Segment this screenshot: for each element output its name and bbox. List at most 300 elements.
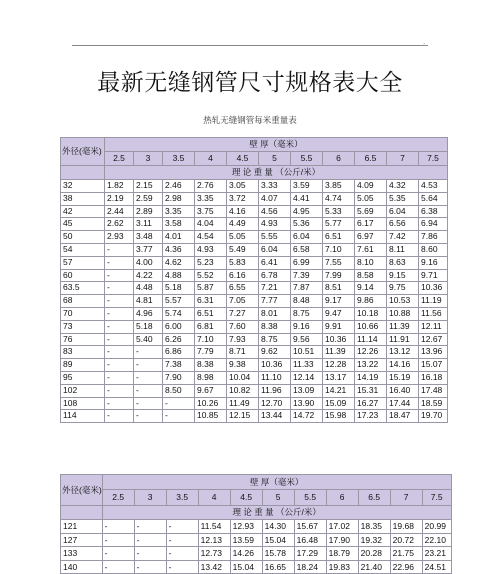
weight-cell: 12.73 xyxy=(198,547,230,561)
weight-cell: 10.26 xyxy=(195,397,227,410)
weight-cell: - xyxy=(134,410,163,423)
weight-cell: 13.90 xyxy=(291,397,323,410)
weight-cell: 12.70 xyxy=(259,397,291,410)
thickness-2-5: 2.5 xyxy=(105,152,134,166)
weight-cell: 4.96 xyxy=(134,307,163,320)
outer-diameter-cell: 102 xyxy=(61,384,105,397)
weight-cell: 5.36 xyxy=(291,218,323,231)
weight-cell: 9.75 xyxy=(387,282,419,295)
weight-cell: 7.93 xyxy=(227,333,259,346)
weight-cell: 10.82 xyxy=(227,384,259,397)
weight-cell: 13.44 xyxy=(259,410,291,423)
table-row xyxy=(61,384,448,397)
table-row xyxy=(61,520,452,534)
weight-cell: 10.04 xyxy=(227,371,259,384)
weight-cell: 17.23 xyxy=(355,410,387,423)
thickness-3-5: 3.5 xyxy=(166,490,198,506)
weight-cell: 12.93 xyxy=(230,520,262,534)
outer-diameter-cell: 45 xyxy=(61,218,105,231)
weight-cell: 6.81 xyxy=(195,320,227,333)
outer-diameter-cell: 127 xyxy=(61,533,103,547)
weight-cell: 8.98 xyxy=(195,371,227,384)
outer-diameter-cell: 63.5 xyxy=(61,282,105,295)
weight-cell: 9.15 xyxy=(387,269,419,282)
weight-cell: 12.26 xyxy=(355,346,387,359)
table-row xyxy=(61,410,448,423)
weight-cell: - xyxy=(134,397,163,410)
weight-cell: 15.09 xyxy=(323,397,355,410)
outer-diameter-cell: 73 xyxy=(61,320,105,333)
weight-cell: 15.07 xyxy=(419,359,448,372)
weight-cell: 16.65 xyxy=(262,560,294,574)
outer-diameter-cell: 133 xyxy=(61,547,103,561)
weight-cell: 17.29 xyxy=(294,547,326,561)
weight-cell: 12.67 xyxy=(419,333,448,346)
weight-table-1 xyxy=(60,137,448,423)
weight-cell: 16.48 xyxy=(294,533,326,547)
weight-cell: 6.00 xyxy=(163,320,195,333)
weight-cell: 10.36 xyxy=(419,282,448,295)
weight-cell: 5.35 xyxy=(387,192,419,205)
weight-cell: 6.16 xyxy=(227,269,259,282)
weight-cell: - xyxy=(105,243,134,256)
outer-diameter-cell: 89 xyxy=(61,359,105,372)
weight-cell: 4.54 xyxy=(195,231,227,244)
table-row xyxy=(61,533,452,547)
weight-cell: 20.72 xyxy=(390,533,422,547)
weight-cell: - xyxy=(134,520,166,534)
weight-cell: 7.77 xyxy=(259,295,291,308)
weight-cell: 7.55 xyxy=(323,256,355,269)
weight-cell: - xyxy=(102,533,134,547)
weight-cell: 8.10 xyxy=(355,256,387,269)
weight-cell: - xyxy=(105,384,134,397)
weight-cell: - xyxy=(166,520,198,534)
wall-thickness-header: 壁 厚（毫米） xyxy=(105,138,448,152)
outer-diameter-cell: 57 xyxy=(61,256,105,269)
weight-cell: 13.09 xyxy=(291,384,323,397)
weight-cell: 14.19 xyxy=(355,371,387,384)
outer-diameter-cell: 76 xyxy=(61,333,105,346)
thickness-row xyxy=(61,152,448,166)
weight-cell: 7.86 xyxy=(419,231,448,244)
weight-cell: 11.91 xyxy=(387,333,419,346)
weight-cell: 8.63 xyxy=(387,256,419,269)
thickness-3: 3 xyxy=(134,490,166,506)
weight-cell: - xyxy=(163,397,195,410)
weight-cell: 4.48 xyxy=(134,282,163,295)
weight-cell: 11.49 xyxy=(227,397,259,410)
weight-cell: 9.56 xyxy=(291,333,323,346)
weight-cell: 18.24 xyxy=(294,560,326,574)
weight-cell: 12.13 xyxy=(198,533,230,547)
weight-cell: 12.14 xyxy=(291,371,323,384)
weight-cell: 13.12 xyxy=(387,346,419,359)
table-row xyxy=(61,218,448,231)
weight-cell: 15.04 xyxy=(230,560,262,574)
weight-cell: - xyxy=(163,410,195,423)
weight-cell: 14.30 xyxy=(262,520,294,534)
weight-cell: 9.71 xyxy=(419,269,448,282)
weight-cell: 12.28 xyxy=(323,359,355,372)
weight-cell: 10.18 xyxy=(355,307,387,320)
weight-cell: 13.17 xyxy=(323,371,355,384)
thickness-6-5: 6.5 xyxy=(355,152,387,166)
weight-cell: 6.55 xyxy=(227,282,259,295)
weight-cell: 14.21 xyxy=(323,384,355,397)
weight-cell: - xyxy=(102,560,134,574)
weight-cell: - xyxy=(105,333,134,346)
weight-cell: 8.58 xyxy=(355,269,387,282)
weight-cell: 5.87 xyxy=(195,282,227,295)
weight-cell: 11.14 xyxy=(355,333,387,346)
weight-cell: 8.75 xyxy=(259,333,291,346)
weight-cell: - xyxy=(105,371,134,384)
weight-cell: 11.56 xyxy=(419,307,448,320)
table-row xyxy=(61,269,448,282)
weight-cell: 5.52 xyxy=(195,269,227,282)
weight-cell: 1.82 xyxy=(105,180,134,193)
weight-cell: 6.51 xyxy=(323,231,355,244)
weight-cell: 18.59 xyxy=(419,397,448,410)
weight-cell: 5.18 xyxy=(163,282,195,295)
table-row xyxy=(61,320,448,333)
thickness-6: 6 xyxy=(323,152,355,166)
weight-cell: 21.40 xyxy=(358,560,390,574)
weight-cell: - xyxy=(134,560,166,574)
weight-cell: 16.27 xyxy=(355,397,387,410)
weight-cell: 15.19 xyxy=(387,371,419,384)
weight-cell: 5.74 xyxy=(163,307,195,320)
weight-cell: 16.40 xyxy=(387,384,419,397)
table-row xyxy=(61,243,448,256)
weight-cell: 3.75 xyxy=(195,205,227,218)
weight-cell: 4.16 xyxy=(227,205,259,218)
table-row xyxy=(61,295,448,308)
weight-cell: 7.39 xyxy=(291,269,323,282)
outer-diameter-cell: 42 xyxy=(61,205,105,218)
thickness-5-5: 5.5 xyxy=(291,152,323,166)
weight-cell: 4.62 xyxy=(163,256,195,269)
weight-cell: 4.32 xyxy=(387,180,419,193)
weight-cell: 6.38 xyxy=(419,205,448,218)
outer-diameter-cell: 95 xyxy=(61,371,105,384)
weight-cell: 4.93 xyxy=(259,218,291,231)
weight-cell: 6.99 xyxy=(291,256,323,269)
weight-cell: 9.67 xyxy=(195,384,227,397)
weight-cell: 9.16 xyxy=(419,256,448,269)
table-row xyxy=(61,231,448,244)
weight-cell: 15.31 xyxy=(355,384,387,397)
weight-cell: 3.35 xyxy=(163,205,195,218)
weight-cell: 4.81 xyxy=(134,295,163,308)
table-row xyxy=(61,371,448,384)
outer-diameter-cell: 54 xyxy=(61,243,105,256)
outer-diameter-cell: 121 xyxy=(61,520,103,534)
table-row xyxy=(61,359,448,372)
weight-cell: - xyxy=(134,346,163,359)
weight-cell: 24.51 xyxy=(422,560,451,574)
weight-cell: 3.48 xyxy=(134,231,163,244)
weight-cell: 2.62 xyxy=(105,218,134,231)
weight-cell: 15.78 xyxy=(262,547,294,561)
weight-cell: 5.55 xyxy=(259,231,291,244)
thickness-7-5: 7.5 xyxy=(419,152,448,166)
weight-cell: 4.36 xyxy=(163,243,195,256)
table-1-body xyxy=(61,180,448,423)
weight-cell: 2.98 xyxy=(163,192,195,205)
thickness-5: 5 xyxy=(262,490,294,506)
weight-cell: 4.93 xyxy=(195,243,227,256)
table-row xyxy=(61,397,448,410)
thickness-6: 6 xyxy=(326,490,358,506)
weight-cell: 5.40 xyxy=(134,333,163,346)
weight-cell: 10.51 xyxy=(291,346,323,359)
weight-cell: 3.58 xyxy=(163,218,195,231)
weight-cell: 12.15 xyxy=(227,410,259,423)
weight-cell: 6.56 xyxy=(387,218,419,231)
table-subtitle: 热轧无缝钢管每米重量表 xyxy=(203,116,297,126)
weight-cell: 4.56 xyxy=(259,205,291,218)
weight-cell: - xyxy=(102,520,134,534)
outer-diameter-cell: 68 xyxy=(61,295,105,308)
weight-cell: 13.59 xyxy=(230,533,262,547)
weight-cell: 7.90 xyxy=(163,371,195,384)
weight-cell: 6.41 xyxy=(259,256,291,269)
weight-cell: 9.62 xyxy=(259,346,291,359)
weight-cell: 15.98 xyxy=(323,410,355,423)
weight-cell: 10.66 xyxy=(355,320,387,333)
outer-diameter-cell: 38 xyxy=(61,192,105,205)
weight-cell: 4.07 xyxy=(259,192,291,205)
weight-cell: 10.36 xyxy=(323,333,355,346)
weight-cell: 3.72 xyxy=(227,192,259,205)
weight-cell: 11.33 xyxy=(291,359,323,372)
weight-cell: - xyxy=(105,320,134,333)
od-header: 外径(毫米) xyxy=(61,475,103,506)
weight-cell: 5.05 xyxy=(355,192,387,205)
table-row xyxy=(61,282,448,295)
weight-cell: 8.01 xyxy=(259,307,291,320)
weight-cell: 22.96 xyxy=(390,560,422,574)
weight-header: 理 论 重 量 （公斤/米） xyxy=(105,166,448,180)
table-row xyxy=(61,307,448,320)
weight-cell: 3.33 xyxy=(259,180,291,193)
weight-cell: - xyxy=(105,256,134,269)
weight-cell: 4.88 xyxy=(163,269,195,282)
weight-cell: 10.85 xyxy=(195,410,227,423)
weight-cell: 7.79 xyxy=(195,346,227,359)
wall-thickness-header: 壁 厚（毫米） xyxy=(102,475,451,490)
weight-cell: 19.83 xyxy=(326,560,358,574)
weight-cell: 14.72 xyxy=(291,410,323,423)
weight-cell: 13.96 xyxy=(419,346,448,359)
weight-cell: - xyxy=(105,346,134,359)
weight-cell: 5.49 xyxy=(227,243,259,256)
weight-cell: 9.91 xyxy=(323,320,355,333)
weight-cell: - xyxy=(105,397,134,410)
outer-diameter-cell: 83 xyxy=(61,346,105,359)
weight-cell: 11.39 xyxy=(387,320,419,333)
weight-cell: 16.18 xyxy=(419,371,448,384)
weight-cell: 6.51 xyxy=(195,307,227,320)
weight-cell: 5.83 xyxy=(227,256,259,269)
thickness-3-5: 3.5 xyxy=(163,152,195,166)
weight-cell: - xyxy=(134,533,166,547)
weight-cell: 9.14 xyxy=(355,282,387,295)
thickness-6-5: 6.5 xyxy=(358,490,390,506)
weight-cell: 19.70 xyxy=(419,410,448,423)
weight-cell: 5.77 xyxy=(323,218,355,231)
weight-cell: - xyxy=(134,384,163,397)
table-row xyxy=(61,346,448,359)
weight-cell: 19.32 xyxy=(358,533,390,547)
weight-cell: - xyxy=(105,269,134,282)
weight-cell: 12.11 xyxy=(419,320,448,333)
weight-cell: 6.97 xyxy=(355,231,387,244)
weight-cell: 5.57 xyxy=(163,295,195,308)
weight-cell: 4.95 xyxy=(291,205,323,218)
outer-diameter-cell: 50 xyxy=(61,231,105,244)
weight-cell: 7.10 xyxy=(195,333,227,346)
weight-cell: 13.22 xyxy=(355,359,387,372)
outer-diameter-cell: 108 xyxy=(61,397,105,410)
weight-cell: 2.44 xyxy=(105,205,134,218)
weight-cell: 17.48 xyxy=(419,384,448,397)
od-header-blank xyxy=(61,506,103,520)
weight-cell: 2.46 xyxy=(163,180,195,193)
weight-cell: 21.75 xyxy=(390,547,422,561)
outer-diameter-cell: 114 xyxy=(61,410,105,423)
document-title: 最新无缝钢管尺寸规格表大全 xyxy=(97,70,403,96)
weight-cell: 9.47 xyxy=(323,307,355,320)
thickness-3: 3 xyxy=(134,152,163,166)
od-header: 外径(毫米) xyxy=(61,138,105,166)
weight-cell: 5.69 xyxy=(355,205,387,218)
weight-cell: 4.09 xyxy=(355,180,387,193)
weight-cell: 11.54 xyxy=(198,520,230,534)
weight-cell: - xyxy=(134,547,166,561)
weight-cell: - xyxy=(166,533,198,547)
weight-cell: 2.59 xyxy=(134,192,163,205)
weight-cell: 10.53 xyxy=(387,295,419,308)
weight-cell: 4.49 xyxy=(227,218,259,231)
table-row xyxy=(61,205,448,218)
weight-cell: - xyxy=(105,307,134,320)
weight-cell: 8.51 xyxy=(323,282,355,295)
weight-cell: 4.41 xyxy=(291,192,323,205)
weight-cell: 3.59 xyxy=(291,180,323,193)
weight-cell: 8.60 xyxy=(419,243,448,256)
weight-cell: 5.64 xyxy=(419,192,448,205)
weight-cell: 23.21 xyxy=(422,547,451,561)
weight-cell: 6.17 xyxy=(355,218,387,231)
weight-cell: - xyxy=(105,359,134,372)
weight-cell: 7.38 xyxy=(163,359,195,372)
weight-cell: 18.79 xyxy=(326,547,358,561)
weight-cell: 6.04 xyxy=(291,231,323,244)
weight-cell: 3.05 xyxy=(227,180,259,193)
weight-cell: 8.48 xyxy=(291,295,323,308)
weight-cell: 5.05 xyxy=(227,231,259,244)
weight-cell: - xyxy=(166,547,198,561)
weight-cell: 4.00 xyxy=(134,256,163,269)
weight-cell: 11.39 xyxy=(323,346,355,359)
thickness-2-5: 2.5 xyxy=(102,490,134,506)
outer-diameter-cell: 32 xyxy=(61,180,105,193)
weight-cell: 9.86 xyxy=(355,295,387,308)
header-rule xyxy=(72,45,428,46)
weight-cell: 6.26 xyxy=(163,333,195,346)
weight-cell: 4.74 xyxy=(323,192,355,205)
table-row xyxy=(61,192,448,205)
weight-cell: 8.38 xyxy=(259,320,291,333)
thickness-4-5: 4.5 xyxy=(230,490,262,506)
table-row xyxy=(61,547,452,561)
weight-cell: 7.05 xyxy=(227,295,259,308)
weight-cell: 5.33 xyxy=(323,205,355,218)
weight-cell: 2.93 xyxy=(105,231,134,244)
table-row xyxy=(61,180,448,193)
weight-cell: 9.16 xyxy=(291,320,323,333)
weight-cell: 14.16 xyxy=(387,359,419,372)
weight-cell: 8.11 xyxy=(387,243,419,256)
weight-cell: - xyxy=(134,359,163,372)
weight-cell: - xyxy=(105,410,134,423)
weight-cell: 3.85 xyxy=(323,180,355,193)
weight-cell: 4.04 xyxy=(195,218,227,231)
table-row xyxy=(61,560,452,574)
weight-cell: 7.87 xyxy=(291,282,323,295)
thickness-5: 5 xyxy=(259,152,291,166)
weight-cell: 2.89 xyxy=(134,205,163,218)
weight-cell: 4.53 xyxy=(419,180,448,193)
thickness-4: 4 xyxy=(198,490,230,506)
weight-cell: 20.99 xyxy=(422,520,451,534)
table-2-header xyxy=(61,475,452,520)
weight-cell: - xyxy=(105,282,134,295)
weight-cell: 9.17 xyxy=(323,295,355,308)
weight-cell: 6.58 xyxy=(291,243,323,256)
weight-cell: 7.10 xyxy=(323,243,355,256)
weight-cell: 7.27 xyxy=(227,307,259,320)
weight-cell: 11.96 xyxy=(259,384,291,397)
weight-cell: 11.19 xyxy=(419,295,448,308)
thickness-5-5: 5.5 xyxy=(294,490,326,506)
weight-cell: - xyxy=(166,560,198,574)
weight-cell: 15.67 xyxy=(294,520,326,534)
weight-cell: 17.90 xyxy=(326,533,358,547)
weight-cell: 6.86 xyxy=(163,346,195,359)
weight-cell: 3.77 xyxy=(134,243,163,256)
weight-cell: 10.36 xyxy=(259,359,291,372)
weight-cell: 18.35 xyxy=(358,520,390,534)
weight-cell: 4.01 xyxy=(163,231,195,244)
table-row xyxy=(61,256,448,269)
weight-cell: - xyxy=(102,547,134,561)
weight-cell: 10.88 xyxy=(387,307,419,320)
od-header-blank xyxy=(61,166,105,180)
weight-cell: 7.99 xyxy=(323,269,355,282)
weight-cell: 6.94 xyxy=(419,218,448,231)
weight-cell: 7.42 xyxy=(387,231,419,244)
weight-cell: 6.04 xyxy=(259,243,291,256)
weight-cell: - xyxy=(134,371,163,384)
weight-cell: 11.10 xyxy=(259,371,291,384)
outer-diameter-cell: 140 xyxy=(61,560,103,574)
weight-cell: 17.44 xyxy=(387,397,419,410)
weight-cell: 13.42 xyxy=(198,560,230,574)
